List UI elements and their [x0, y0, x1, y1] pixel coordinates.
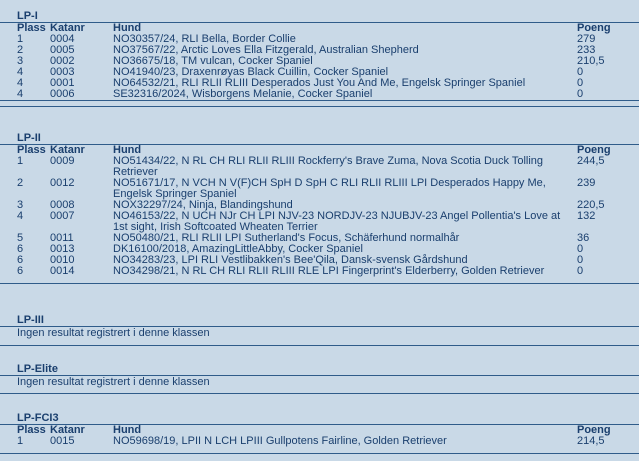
table-row: [0, 211, 639, 233]
cell-katanr: 0011: [50, 232, 74, 244]
cell-poeng: 0: [577, 265, 584, 277]
cell-poeng: 210,5: [577, 55, 605, 67]
cell-hund: DK16100/2018, AmazingLittleAbby, Cocker Spaniel: [113, 243, 363, 255]
class-title: LP-I: [0, 10, 639, 23]
cell-hund: NO34283/23, LPI RLI Vestlibakken's Bee'Qila, Dansk-svensk Gårdshund: [113, 254, 468, 266]
cell-hund: NO36675/18, TM vulcan, Cocker Spaniel: [113, 55, 313, 67]
cell-plass: 6: [17, 243, 24, 255]
col-header-plass: Plass: [17, 424, 46, 436]
cell-hund: NO51671/17, N VCH N V(F)CH SpH D SpH C RLI RLII RLIII LPI Desperados Happy Me, Engelsk Springer Spaniel: [113, 177, 546, 200]
empty-message: Ingen resultat registrert i denne klassen: [17, 376, 210, 388]
col-header-plass: Plass: [17, 22, 46, 34]
col-header-hund: Hund: [113, 424, 142, 436]
cell-katanr: 0014: [50, 265, 75, 277]
cell-katanr: 0002: [50, 55, 75, 67]
cell-plass: 4: [17, 88, 24, 100]
cell-katanr: 0012: [50, 177, 75, 189]
col-header-hund: Hund: [113, 22, 142, 34]
cell-hund: NO64532/21, RLI RLII RLIII Desperados Just You And Me, Engelsk Springer Spaniel: [113, 77, 526, 89]
cell-katanr: 0007: [50, 210, 75, 222]
cell-katanr: 0006: [50, 88, 75, 100]
col-header-poeng: Poeng: [577, 144, 611, 156]
col-header-katanr: Katanr: [50, 144, 85, 156]
class-section-lp-i: [0, 10, 639, 107]
cell-poeng: 244,5: [577, 155, 605, 167]
cell-plass: 3: [17, 199, 24, 211]
table-row: [0, 156, 639, 178]
cell-poeng: 0: [577, 243, 584, 255]
section-divider: [0, 388, 639, 394]
section-divider: [0, 339, 639, 346]
section-divider: [0, 277, 639, 284]
cell-katanr: 0004: [50, 33, 75, 45]
cell-plass: 2: [17, 44, 24, 56]
cell-plass: 4: [17, 77, 24, 89]
cell-katanr: 0008: [50, 199, 75, 211]
cell-hund: NO51434/22, N RL CH RLI RLII RLIII Rockferry's Brave Zuma, Nova Scotia Duck Tolling Retriever: [113, 155, 544, 178]
table-row: [0, 266, 639, 277]
section-divider: [0, 447, 639, 454]
cell-hund: NO30357/24, RLI Bella, Border Collie: [113, 33, 296, 45]
col-header-poeng: Poeng: [577, 424, 611, 436]
cell-plass: 1: [17, 33, 24, 45]
cell-hund: NO46153/22, N UCH NJr CH LPI NJV-23 NORDJV-23 NJUBJV-23 Angel Pollentia's Love at 1st sight, Irish Softcoated Wheaten Terrier: [113, 210, 561, 233]
cell-hund: NO59698/19, LPII N LCH LPIII Gullpotens Fairline, Golden Retriever: [113, 435, 447, 447]
cell-plass: 4: [17, 66, 24, 78]
table-header-row: [0, 23, 639, 34]
col-header-katanr: Katanr: [50, 22, 85, 34]
cell-hund: SE32316/2024, Wisborgens Melanie, Cocker Spaniel: [113, 88, 373, 100]
cell-poeng: 0: [577, 254, 584, 266]
cell-katanr: 0010: [50, 254, 75, 266]
cell-plass: 6: [17, 254, 24, 266]
results-table: [0, 23, 639, 101]
cell-katanr: 0013: [50, 243, 75, 255]
class-title: LP-II: [0, 132, 639, 145]
cell-hund: NO50480/21, RLI RLII LPI Sutherland's Focus, Schäferhund normalhår: [113, 232, 460, 244]
cell-poeng: 132: [577, 210, 596, 222]
table-row: [0, 89, 639, 101]
cell-poeng: 233: [577, 44, 596, 56]
cell-poeng: 0: [577, 66, 584, 78]
cell-katanr: 0015: [50, 435, 75, 447]
cell-plass: 2: [17, 177, 24, 189]
cell-poeng: 0: [577, 88, 584, 100]
table-row: [0, 45, 639, 56]
cell-hund: NO34298/21, N RL CH RLI RLII RLIII RLE LPI Fingerprint's Elderberry, Golden Retriever: [113, 265, 545, 277]
cell-plass: 4: [17, 210, 24, 222]
col-header-hund: Hund: [113, 144, 142, 156]
cell-hund: NOX32297/24, Ninja, Blandingshund: [113, 199, 293, 211]
empty-message: Ingen resultat registrert i denne klassen: [17, 327, 210, 339]
cell-plass: 5: [17, 232, 24, 244]
cell-katanr: 0003: [50, 66, 75, 78]
cell-katanr: 0001: [50, 77, 75, 89]
table-row: [0, 178, 639, 200]
cell-poeng: 239: [577, 177, 596, 189]
cell-hund: NO41940/23, Draxenrøyas Black Cuillin, Cocker Spaniel: [113, 66, 389, 78]
cell-poeng: 36: [577, 232, 590, 244]
cell-plass: 1: [17, 435, 24, 447]
col-header-katanr: Katanr: [50, 424, 85, 436]
table-row: [0, 436, 639, 447]
cell-poeng: 279: [577, 33, 596, 45]
cell-plass: 1: [17, 155, 24, 167]
cell-poeng: 220,5: [577, 199, 605, 211]
class-section-lp-fci3: [0, 412, 639, 454]
cell-poeng: 214,5: [577, 435, 605, 447]
results-table: [0, 145, 639, 277]
results-table: [0, 425, 639, 447]
cell-poeng: 0: [577, 77, 584, 89]
cell-plass: 6: [17, 265, 24, 277]
cell-plass: 3: [17, 55, 24, 67]
class-title: LP-FCI3: [0, 412, 639, 425]
class-section-lp-elite: [0, 363, 639, 394]
col-header-poeng: Poeng: [577, 22, 611, 34]
class-section-lp-iii: [0, 314, 639, 346]
class-section-lp-ii: [0, 132, 639, 284]
class-title: LP-Elite: [0, 363, 639, 376]
section-divider: [0, 101, 639, 107]
col-header-plass: Plass: [17, 144, 46, 156]
class-title: LP-III: [0, 314, 639, 327]
cell-katanr: 0005: [50, 44, 75, 56]
cell-hund: NO37567/22, Arctic Loves Ella Fitzgerald, Australian Shepherd: [113, 44, 419, 56]
cell-katanr: 0009: [50, 155, 75, 167]
